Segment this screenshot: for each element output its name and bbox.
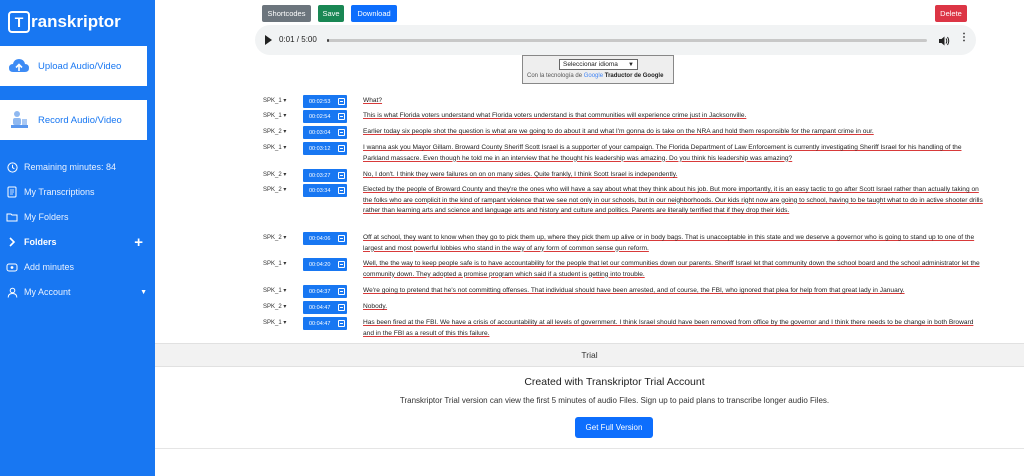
timestamp-label: 00:03:04 — [309, 129, 331, 136]
audio-seek-bar[interactable] — [327, 39, 927, 42]
speaker-select[interactable] — [263, 319, 286, 326]
caret-down-icon: ▾ — [283, 288, 287, 294]
google-translate-widget — [522, 55, 674, 84]
transcript-text[interactable] — [363, 96, 983, 107]
timestamp-button[interactable] — [303, 142, 347, 155]
chevron-down-icon: ▼ — [628, 61, 634, 68]
timestamp-label: 00:03:27 — [309, 172, 331, 179]
caret-down-icon: ▾ — [283, 98, 287, 104]
sidebar-item-my-transcriptions[interactable] — [0, 182, 155, 202]
trial-description: Transkriptor Trial version can view the first 5 minutes of audio Files. Sign up to paid plans to transcribe longer audio Files. — [399, 396, 830, 405]
transcript-text[interactable] — [363, 143, 983, 164]
speaker-label: SPK_2 — [263, 172, 282, 178]
caret-down-icon: ▼ — [140, 288, 147, 296]
speaker-select[interactable] — [263, 260, 286, 267]
record-person-icon — [7, 108, 31, 132]
timestamp-button[interactable] — [303, 258, 347, 271]
audio-progress — [327, 39, 329, 42]
comment-icon[interactable] — [338, 304, 345, 311]
timestamp-button[interactable] — [303, 232, 347, 245]
speaker-select[interactable] — [263, 112, 286, 119]
timestamp-label: 00:03:12 — [309, 145, 331, 152]
sidebar — [0, 0, 155, 476]
timestamp-button[interactable] — [303, 317, 347, 330]
speaker-label: SPK_1 — [263, 320, 282, 326]
timestamp-label: 00:03:34 — [309, 187, 331, 194]
speaker-label: SPK_1 — [263, 145, 282, 151]
cloud-upload-icon — [7, 54, 31, 78]
chevron-right-icon — [6, 236, 18, 248]
language-select[interactable] — [559, 59, 638, 70]
speaker-label: SPK_2 — [263, 235, 282, 241]
caret-down-icon: ▾ — [283, 261, 287, 267]
upload-audio-video-button[interactable] — [0, 46, 147, 86]
more-options-icon[interactable]: ⋮ — [959, 32, 969, 43]
speaker-label: SPK_2 — [263, 129, 282, 135]
caret-down-icon: ▾ — [283, 320, 287, 326]
caret-down-icon: ▾ — [283, 113, 287, 119]
record-audio-video-button[interactable] — [0, 100, 147, 140]
transcript-text[interactable] — [363, 111, 983, 122]
sidebar-item-add-minutes[interactable] — [0, 257, 155, 277]
speaker-select[interactable] — [263, 234, 286, 241]
transcript-text-content: Well, the the way to keep people safe is to have accountability for the people that let our communities down our parents. Sheriff Israel let that community down the school board and the school administrator let the community down. They adopted a promise program which said if a student is getting into trouble. — [363, 260, 980, 278]
sidebar-item-label: Add minutes — [24, 262, 75, 272]
transcript-text[interactable] — [363, 233, 983, 254]
speaker-label: SPK_1 — [263, 98, 282, 104]
comment-icon[interactable] — [338, 235, 345, 242]
comment-icon[interactable] — [338, 129, 345, 136]
language-select-value: Seleccionar idioma — [563, 61, 618, 68]
timestamp-button[interactable] — [303, 95, 347, 108]
speaker-label: SPK_1 — [263, 261, 282, 267]
speaker-select[interactable] — [263, 144, 286, 151]
sidebar-item-label: My Account — [24, 287, 71, 297]
app-logo[interactable] — [8, 11, 121, 33]
get-full-version-button[interactable]: Get Full Version — [575, 417, 653, 438]
speaker-select[interactable] — [263, 128, 286, 135]
speaker-label: SPK_1 — [263, 113, 282, 119]
speaker-select[interactable] — [263, 171, 286, 178]
timestamp-label: 00:04:06 — [309, 235, 331, 242]
comment-icon[interactable] — [338, 261, 345, 268]
transcript-text-content: Elected by the people of Broward County and they're the ones who will have a say about what they think about his job. But more importantly, it is an easy tactic to go after Scott Israel rather than actually taking on the folks who are complicit in the kind of rampant violence that we see not only in our schools, but in our neighborhoods. Our kids right now are going to school, having to be taught what to do in active shooter drills rather than learning arts and science and language arts and history and culture and politics. Parents are literally terrified that if they drop their kids. — [363, 186, 983, 215]
speaker-label: SPK_1 — [263, 288, 282, 294]
record-label: Record Audio/Video — [38, 114, 122, 126]
timestamp-button[interactable] — [303, 169, 347, 182]
transcript-text-content: This is what Florida voters understand what Florida voters understand is that communities will experience crime just in Jacksonville. — [363, 112, 747, 119]
logo-text: ranskriptor — [31, 12, 121, 31]
add-folder-icon[interactable]: + — [134, 233, 143, 251]
transcript-text[interactable] — [363, 170, 983, 181]
caret-down-icon: ▾ — [283, 187, 287, 193]
sidebar-item-label: Folders — [24, 237, 57, 247]
play-icon[interactable] — [265, 35, 272, 45]
timestamp-button[interactable] — [303, 126, 347, 139]
speaker-select[interactable] — [263, 303, 286, 310]
caret-down-icon: ▾ — [283, 235, 287, 241]
sidebar-item-label: My Folders — [24, 212, 69, 222]
transcript-text-content: Nobody. — [363, 303, 388, 310]
speaker-select[interactable] — [263, 97, 286, 104]
trial-title: Created with Transkriptor Trial Account — [524, 376, 705, 388]
timestamp-label: 00:04:47 — [309, 304, 331, 311]
sidebar-item-label: My Transcriptions — [24, 187, 95, 197]
timestamp-button[interactable] — [303, 184, 347, 197]
trial-bar: Trial — [155, 343, 1024, 367]
save-button[interactable]: Save — [318, 5, 344, 22]
caret-down-icon: ▾ — [283, 304, 287, 310]
caret-down-icon: ▾ — [283, 145, 287, 151]
document-icon — [6, 186, 18, 198]
translate-service-link[interactable]: Traductor de Google — [604, 73, 664, 79]
timestamp-label: 00:02:53 — [309, 98, 331, 105]
comment-icon[interactable] — [338, 145, 345, 152]
powered-by — [527, 73, 663, 79]
transcript-text[interactable] — [363, 259, 983, 280]
caret-down-icon: ▾ — [283, 129, 287, 135]
transcript-text[interactable] — [363, 286, 983, 297]
comment-icon[interactable] — [338, 98, 345, 105]
transcript-text-content: No, I don't. I think they were failures on on on many sides. Quite frankly, I think Scott Israel is independently. — [363, 171, 678, 178]
speaker-select[interactable] — [263, 287, 286, 294]
remaining-minutes — [0, 157, 155, 177]
comment-icon[interactable] — [338, 320, 345, 327]
delete-button[interactable]: Delete — [935, 5, 967, 22]
google-wordmark: Google — [583, 73, 604, 79]
folder-icon — [6, 211, 18, 223]
transcript-text[interactable] — [363, 127, 983, 138]
comment-icon[interactable] — [338, 187, 345, 194]
download-button[interactable]: Download — [351, 5, 397, 22]
timestamp-button[interactable] — [303, 285, 347, 298]
user-icon — [6, 286, 18, 298]
timestamp-label: 00:04:47 — [309, 320, 331, 327]
clock-icon — [6, 161, 18, 173]
speaker-label: SPK_2 — [263, 187, 282, 193]
shortcodes-button[interactable]: Shortcodes — [262, 5, 311, 22]
upload-label: Upload Audio/Video — [38, 60, 122, 72]
audio-time: 0:01 / 5:00 — [279, 35, 317, 44]
timestamp-label: 00:04:37 — [309, 288, 331, 295]
transcript-text-content: I wanna ask you Mayor Gillam. Broward County Sheriff Scott Israel is a supporter of your campaign. The Florida Department of Law Enforcement is currently investigating Sheriff Israel for his handling of the Parkland massacre. Even though he told me in an interview that he thought his leadership was amazing. Do you think his leadership was amazing? — [363, 144, 962, 162]
comment-icon[interactable] — [338, 172, 345, 179]
speaker-label: SPK_2 — [263, 304, 282, 310]
ticket-icon — [6, 261, 18, 273]
transcript-text[interactable] — [363, 185, 983, 217]
transcript-text-content: Has been fired at the FBI. We have a crisis of accountability at all levels of government. I think Israel should have been removed from office by the governor and I think there needs to be change in both Broward and in the FBI as a result of this this failure. — [363, 319, 974, 337]
divider — [155, 448, 1024, 449]
transcript-text-content: Earlier today six people shot the question is what are we going to do about it and what I'm gonna do is take on the NRA and hold them responsible for the rampant crime in our. — [363, 128, 874, 135]
transcript-text-content: What? — [363, 97, 383, 104]
audio-player — [255, 25, 976, 55]
timestamp-button[interactable] — [303, 301, 347, 314]
timestamp-button[interactable] — [303, 110, 347, 123]
sidebar-item-my-folders[interactable] — [0, 207, 155, 227]
remaining-minutes-label: Remaining minutes: 84 — [24, 162, 117, 172]
sidebar-item-my-account[interactable] — [0, 282, 155, 302]
sidebar-item-folders-group[interactable] — [0, 232, 155, 252]
transcript-text-content: We're going to pretend that he's not committing offenses. That individual should have been arrested, and of course, the FBI, who ignored that plea for help from that great lady in January. — [363, 287, 905, 294]
timestamp-label: 00:02:54 — [309, 113, 331, 120]
comment-icon[interactable] — [338, 288, 345, 295]
transcript-text[interactable] — [363, 302, 983, 313]
comment-icon[interactable] — [338, 113, 345, 120]
caret-down-icon: ▾ — [283, 172, 287, 178]
transcript-text[interactable] — [363, 318, 983, 339]
transcript-text-content: Off at school, they want to know when they go to pick them up, where they pick them up alive or in body bags. That is unacceptable in this state and we deserve a governor who is going to stand up to one of the largest and most powerful lobbies who stand in the way of any form of common sense gun reform. — [363, 234, 975, 252]
timestamp-label: 00:04:20 — [309, 261, 331, 268]
speaker-select[interactable] — [263, 186, 286, 193]
logo-mark: T — [8, 11, 30, 33]
powered-prefix: Con la tecnología de — [527, 73, 583, 79]
volume-icon[interactable] — [938, 34, 950, 46]
